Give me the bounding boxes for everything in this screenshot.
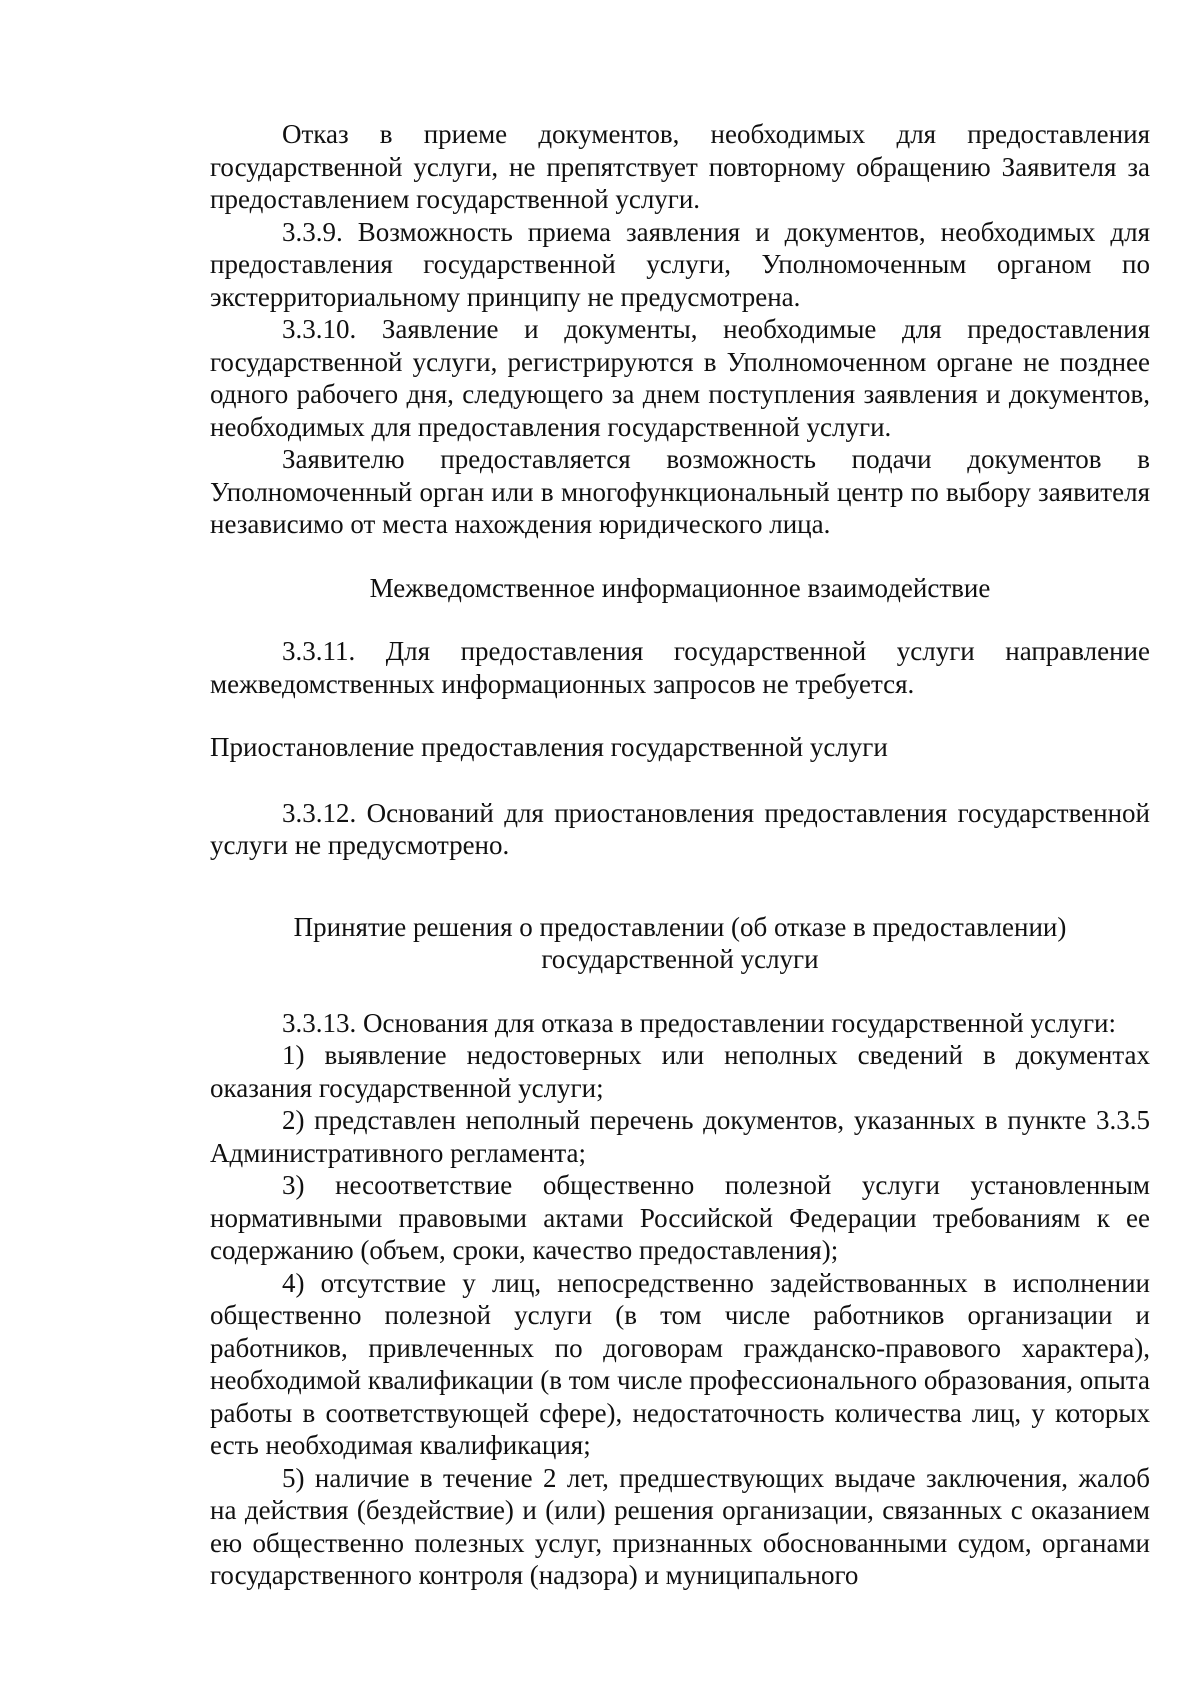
list-item-2: 2) представлен неполный перечень документов, указанных в пункте 3.3.5 Административного регламента; xyxy=(210,1105,1150,1168)
list-item-5: 5) наличие в течение 2 лет, предшествующих выдаче заключения, жалоб на действия (бездействие) и (или) решения организации, связанных с оказанием ею общественно полезных услуг, признанных обоснованными судом, органами государственного контроля (надзора) и муниципального xyxy=(210,1462,1150,1590)
section-heading-decision xyxy=(210,911,1150,976)
paragraph-3-3-9: 3.3.9. Возможность приема заявления и документов, необходимых для предоставления государственной услуги, Уполномоченным органом по экстерриториальному принципу не предусмотрена. xyxy=(210,216,1150,312)
paragraph-3-3-11: 3.3.11. Для предоставления государственной услуги направление межведомственных информационных запросов не требуется. xyxy=(210,636,1150,699)
paragraph-3-3-10: 3.3.10. Заявление и документы, необходимые для предоставления государственной услуги, регистрируются в Уполномоченном органе не позднее одного рабочего дня, следующего за днем поступления заявления и документов, необходимых для предоставления государственной услуги. xyxy=(210,314,1150,442)
document-body xyxy=(210,118,1150,1592)
list-item-3: 3) несоответствие общественно полезной услуги установленным нормативными правовыми актами Российской Федерации требованиям к ее содержанию (объем, сроки, качество предоставления); xyxy=(210,1170,1150,1265)
paragraph-refusal-not-obstacle: Отказ в приеме документов, необходимых для предоставления государственной услуги, не препятствует повторному обращению Заявителя за предоставлением государственной услуги. xyxy=(210,119,1150,214)
paragraph-applicant-choice: Заявителю предоставляется возможность подачи документов в Уполномоченный орган или в многофункциональный центр по выбору заявителя независимо от места нахождения юридического лица. xyxy=(210,444,1150,539)
list-item-4: 4) отсутствие у лиц, непосредственно задействованных в исполнении общественно полезной услуги (в том числе работников организации и работников, привлеченных по договорам гражданско-правового характера), необходимой квалификации (в том числе профессионального образования, опыта работы в соответствующей сфере), недостаточность количества лиц, у которых есть необходимая квалификация; xyxy=(210,1267,1150,1460)
section-heading-interagency: Межведомственное информационное взаимодействие xyxy=(369,572,991,603)
paragraph-3-3-12: 3.3.12. Оснований для приостановления предоставления государственной услуги не предусмотрено. xyxy=(210,797,1150,860)
section-heading-decision-line1: Принятие решения о предоставлении (об отказе в предоставлении) xyxy=(293,911,1067,942)
section-heading-suspension: Приостановление предоставления государственной услуги xyxy=(210,732,888,762)
list-item-1: 1) выявление недостоверных или неполных сведений в документах оказания государственной услуги; xyxy=(210,1040,1150,1103)
section-heading-decision-line2: государственной услуги xyxy=(541,944,819,974)
paragraph-3-3-13: 3.3.13. Основания для отказа в предоставлении государственной услуги: xyxy=(282,1007,1116,1038)
